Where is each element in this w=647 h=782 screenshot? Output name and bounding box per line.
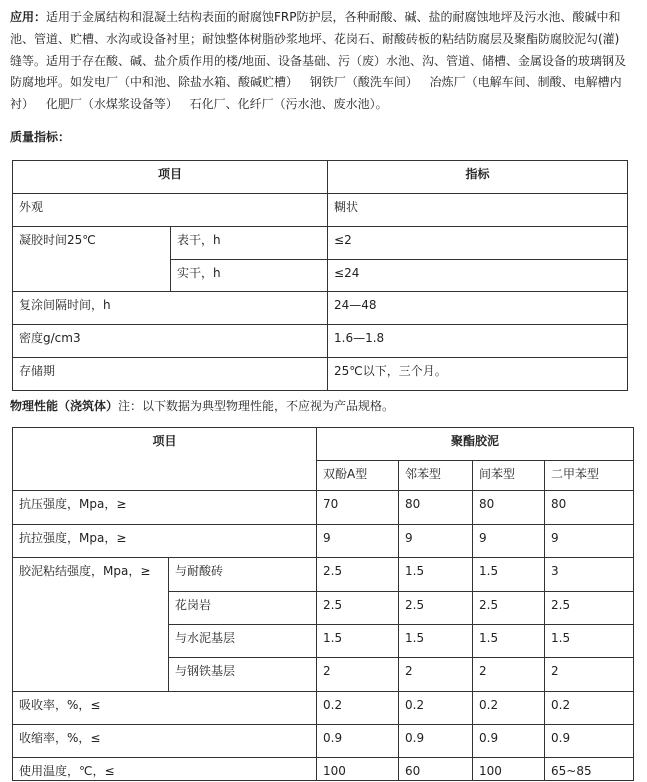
- table-row: [13, 692, 634, 725]
- physical-note: 注：以下数据为典型物理性能，不应视为产品规格。: [118, 399, 395, 413]
- table-row: [13, 558, 634, 592]
- physical-header-item: 项目: [13, 428, 317, 491]
- quality-value-appearance: 糊状: [328, 194, 628, 227]
- value-cell: 70: [317, 491, 399, 525]
- quality-item-recoat-interval: 复涂间隔时间，h: [13, 292, 328, 325]
- value-cell: 2.5: [317, 558, 399, 592]
- quality-value-storage: 25℃以下，三个月。: [328, 358, 628, 391]
- value-cell: 100: [317, 758, 399, 781]
- value-cell: 1.5: [399, 558, 473, 592]
- quality-header-spec: 指标: [328, 161, 628, 194]
- type-header-iso: 间苯型: [473, 461, 545, 491]
- value-cell: 0.2: [399, 692, 473, 725]
- application-line: 缝等。适用于存在酸、碱、盐介质作用的楼/地面、设备基础、污（废）水池、沟、管道、储槽、金属设备的玻璃钢及: [10, 53, 627, 68]
- value-cell: 80: [473, 491, 545, 525]
- table-header-row: [13, 428, 634, 461]
- value-cell: 2: [545, 658, 634, 692]
- value-cell: 1.5: [545, 625, 634, 658]
- table-row: [13, 758, 634, 781]
- table-row: [13, 725, 634, 758]
- physical-properties-table: [12, 427, 634, 781]
- value-cell: 1.5: [473, 625, 545, 658]
- table-row: [13, 194, 628, 227]
- value-cell: 2.5: [473, 592, 545, 625]
- value-cell: 9: [545, 525, 634, 558]
- value-cell: 0.9: [317, 725, 399, 758]
- physical-heading: 物理性能（浇筑体）: [10, 399, 119, 413]
- value-cell: 1.5: [399, 625, 473, 658]
- application-paragraph: [10, 7, 626, 116]
- quality-sub-hard-dry: 实干，h: [171, 260, 328, 292]
- bond-substrate-granite: 花岗岩: [169, 592, 317, 625]
- value-cell: 1.5: [473, 558, 545, 592]
- table-row: [13, 227, 628, 260]
- value-cell: 80: [545, 491, 634, 525]
- quality-item-appearance: 外观: [13, 194, 328, 227]
- table-header-row: [13, 161, 628, 194]
- property-bond-strength: 胶泥粘结强度，Mpa，≥: [13, 558, 169, 692]
- value-cell: 1.5: [317, 625, 399, 658]
- value-cell: 0.2: [545, 692, 634, 725]
- value-cell: 60: [399, 758, 473, 781]
- table-row: [13, 491, 634, 525]
- property-service-temperature: 使用温度，℃，≤: [13, 758, 317, 781]
- value-cell: 0.9: [399, 725, 473, 758]
- table-row: [13, 525, 634, 558]
- application-text: 适用于金属结构和混凝土结构表面的耐腐蚀FRP防护层，各种耐酸、碱、盐的耐腐蚀地坪及污水池、酸碱中和: [46, 10, 621, 24]
- quality-value-density: 1.6—1.8: [328, 325, 628, 358]
- quality-item-gel-time: 凝胶时间25℃: [13, 227, 171, 292]
- value-cell: 65~85: [545, 758, 634, 781]
- property-tensile-strength: 抗拉强度，Mpa，≥: [13, 525, 317, 558]
- quality-item-density: 密度g/cm3: [13, 325, 328, 358]
- value-cell: 0.2: [473, 692, 545, 725]
- value-cell: 3: [545, 558, 634, 592]
- value-cell: 0.9: [473, 725, 545, 758]
- value-cell: 100: [473, 758, 545, 781]
- property-absorption: 吸收率，%，≤: [13, 692, 317, 725]
- bond-substrate-steel: 与钢铁基层: [169, 658, 317, 692]
- value-cell: 2.5: [399, 592, 473, 625]
- value-cell: 9: [317, 525, 399, 558]
- bond-substrate-acid-brick: 与耐酸砖: [169, 558, 317, 592]
- value-cell: 2: [473, 658, 545, 692]
- value-cell: 9: [473, 525, 545, 558]
- quality-table: [12, 160, 628, 391]
- value-cell: 0.9: [545, 725, 634, 758]
- value-cell: 2.5: [317, 592, 399, 625]
- bond-substrate-cement: 与水泥基层: [169, 625, 317, 658]
- value-cell: 0.2: [317, 692, 399, 725]
- quality-heading: 质量指标：: [10, 130, 71, 144]
- table-row: [13, 358, 628, 391]
- table-row: [13, 325, 628, 358]
- type-header-xylene: 二甲苯型: [545, 461, 634, 491]
- value-cell: 2: [399, 658, 473, 692]
- physical-heading-line: [10, 395, 394, 417]
- physical-header-group: 聚酯胶泥: [317, 428, 634, 461]
- value-cell: 9: [399, 525, 473, 558]
- quality-item-storage: 存储期: [13, 358, 328, 391]
- value-cell: 2.5: [545, 592, 634, 625]
- type-header-ortho: 邻苯型: [399, 461, 473, 491]
- application-line: 池、管道、贮槽、水沟或设备衬里；耐蚀整体树脂砂浆地坪、花岗石、耐酸砖板的粘结防腐层及聚酯防腐胶泥勾(灌): [10, 31, 620, 46]
- quality-value-hard-dry: ≤24: [328, 260, 628, 292]
- value-cell: 80: [399, 491, 473, 525]
- application-line: 防腐地坪。如发电厂（中和池、除盐水箱、酸碱贮槽） 钢铁厂（酸洗车间） 冶炼厂（电解车间、制酸、电解槽内: [10, 75, 622, 90]
- table-row: [13, 292, 628, 325]
- application-line: [10, 7, 626, 29]
- application-line: 衬） 化肥厂（水煤浆设备等） 石化厂、化纤厂（污水池、废水池）。: [10, 97, 388, 112]
- type-header-bisphenol-a: 双酚A型: [317, 461, 399, 491]
- property-compressive-strength: 抗压强度，Mpa，≥: [13, 491, 317, 525]
- quality-sub-surface-dry: 表干，h: [171, 227, 328, 260]
- application-label: 应用：: [10, 10, 47, 24]
- quality-header-item: 项目: [13, 161, 328, 194]
- property-shrinkage: 收缩率，%，≤: [13, 725, 317, 758]
- quality-value-surface-dry: ≤2: [328, 227, 628, 260]
- quality-value-recoat-interval: 24—48: [328, 292, 628, 325]
- value-cell: 2: [317, 658, 399, 692]
